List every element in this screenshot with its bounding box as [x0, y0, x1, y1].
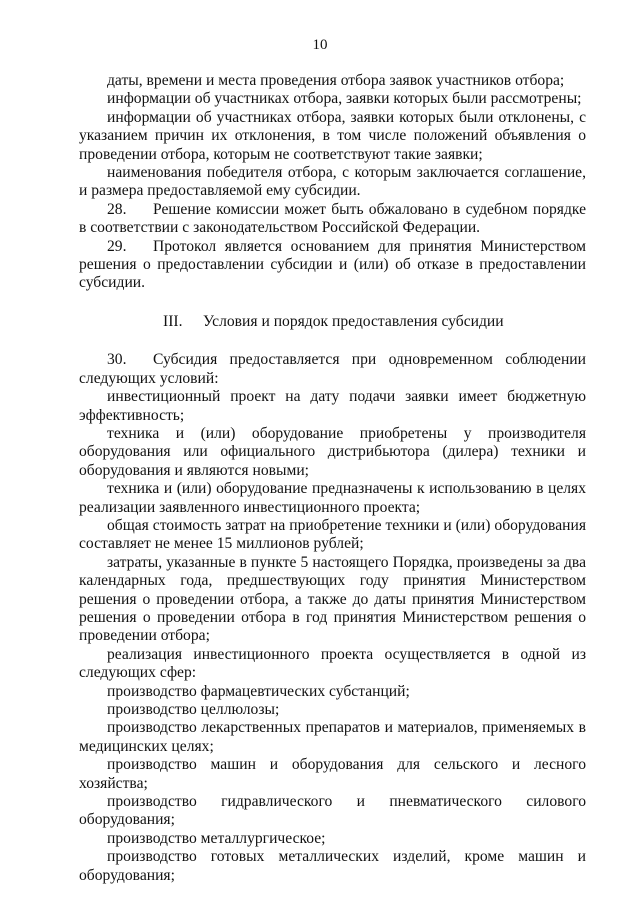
item-29	[79, 238, 586, 293]
condition-paragraph: производство фармацевтических субстанций;	[107, 682, 410, 700]
item-text: Субсидия предоставляется при одновременном соблюдении следующих условий:	[79, 351, 586, 387]
condition-paragraph: общая стоимость затрат на приобретение техники и (или) оборудования составляет не менее 15 миллионов рублей;	[79, 516, 586, 553]
item-number: 30.	[107, 351, 127, 369]
condition-paragraph: производство готовых металлических изделий, кроме машин и оборудования;	[79, 848, 586, 884]
document-body	[79, 72, 586, 885]
item-text: Протокол является основанием для принятия Министерством решения о предоставлении субсидии и (или) об отказе в предоставлении субсидии.	[79, 237, 586, 292]
condition-paragraph: техника и (или) оборудование предназначены к использованию в целях реализации заявленного инвестиционного проекта;	[79, 480, 586, 516]
condition-paragraph: производство целлюлозы;	[107, 701, 280, 718]
condition-paragraph: производство машин и оборудования для сельского и лесного хозяйства;	[79, 756, 586, 792]
condition-paragraph: инвестиционный проект на дату подачи заявки имеет бюджетную эффективность;	[79, 388, 586, 424]
condition-paragraph: техника и (или) оборудование приобретены у производителя оборудования или официального дистрибьютора (дилера) техники и оборудования и являются новыми;	[79, 424, 586, 479]
section-number: III.	[163, 312, 183, 330]
condition-paragraph: реализация инвестиционного проекта осуществляется в одной из следующих сфер:	[79, 645, 586, 682]
section-heading	[79, 313, 586, 331]
condition-paragraph: производство лекарственных препаратов и материалов, применяемых в медицинских целях;	[79, 719, 586, 755]
item-28	[79, 201, 586, 238]
item-number: 28.	[107, 200, 127, 218]
paragraph: информации об участниках отбора, заявки которых были рассмотрены;	[107, 90, 582, 108]
item-30	[79, 351, 586, 388]
page-number: 10	[312, 37, 328, 53]
condition-paragraph: производство гидравлического и пневматического силового оборудования;	[79, 793, 586, 829]
condition-paragraph: производство металлургическое;	[107, 829, 326, 847]
paragraph: информации об участниках отбора, заявки которых были отклонены, с указанием причин их отклонения, в том числе положений объявления о проведении отбора, которым не соответствуют такие заявки;	[79, 108, 586, 163]
paragraph: наименования победителя отбора, с которым заключается соглашение, и размера предоставляемой ему субсидии.	[79, 164, 586, 200]
condition-paragraph: затраты, указанные в пункте 5 настоящего Порядка, произведены за два календарных года, предшествующих году принятия Министерством решения о проведении отбора, а также до даты принятия Министерством решения о проведении отбора в год принятия Министерством решения о проведении отбора;	[79, 553, 586, 645]
item-text: Решение комиссии может быть обжаловано в судебном порядке в соответствии с законодательством Российской Федерации.	[79, 200, 586, 237]
section-title: Условия и порядок предоставления субсидии	[203, 312, 504, 330]
item-number: 29.	[107, 237, 127, 255]
paragraph: даты, времени и места проведения отбора заявок участников отбора;	[107, 72, 565, 89]
